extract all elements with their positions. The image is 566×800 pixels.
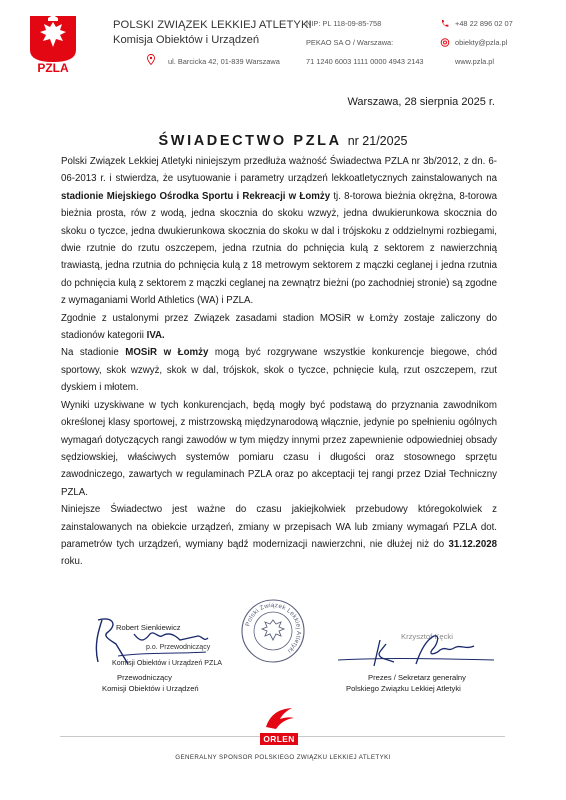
paragraph-1 (61, 153, 497, 310)
paragraph-5 (61, 501, 497, 571)
right-signer-name: Krzysztof Kęcki (401, 632, 453, 641)
paragraph-4: Wyniki uzyskiwane w tych konkurencjach, będą mogły być podstawą do przyznania zawodnikom określonej klasy sportowej, z mistrzowską międzynarodową włącznie, jedynie po spełnieniu ogólnych wymagań dotyczących rangi zawodów w tym między innymi przez zapewnienie odpowiedniej obsady sędziowskiej, właściwych systemów pomiaru czasu i długości oraz stosownego sprzętu zawodniczego, zawartych w regulaminach PZLA oraz po akceptacji tej rangi przez Dział Techniczny PZLA. (61, 399, 497, 498)
right-caption-org: Polskiego Związku Lekkiej Atletyki (346, 684, 461, 693)
left-signer-po: p.o. Przewodniczący (146, 644, 211, 651)
p3-text-a: Na stadionie (61, 347, 126, 359)
right-handwritten-signature (336, 628, 496, 673)
logo-text: PZLA (37, 61, 69, 74)
certificate-number: nr 21/2025 (347, 134, 408, 148)
pzla-logo (26, 12, 80, 74)
website-link[interactable]: www.pzla.pl (455, 57, 495, 66)
orlen-eagle-icon (262, 705, 298, 731)
phone-icon (440, 19, 450, 28)
p3-bold: MOSiR w Łomży (125, 347, 209, 359)
right-caption-title: Prezes / Sekretarz generalny (368, 673, 466, 682)
org-subtitle: Komisja Obiektów i Urządzeń (113, 34, 260, 46)
paragraph-3 (61, 344, 497, 396)
left-caption-title: Przewodniczący (117, 673, 172, 682)
document-body (61, 153, 497, 571)
p1-text-c: tj. 8-torowa bieżnia okrężna, 8-torowa bieżnia prosta, rów z wodą, jedna skocznia do skoku wzwyż, jedna dwukierunkowa skocznia do skoku o tyczce, jedna dwukierunkowa skocznia do skoku w dal i trójskoku z oddzielnymi rozbiegami, dwie rzutnie do rzutu oszczepem, jedna rzutnia do pchnięcia kulą z sektorem z nawierzchnią trawiastą, jedna rzutnia do pchnięcia kulą z 18 metrowym sektorem z mączki ceglanej i jedna rzutnia do pchnięcia kulą z sektorem z mączki ceglanej na zewnątrz bieżni (po zachodniej stronie) są zgodne z wymaganiami World Athletics (WA) i PZLA. (61, 190, 498, 307)
left-handwritten-signature (88, 612, 223, 672)
stamp-text: Polski Związek Lekkiej Atletyki (244, 601, 303, 655)
p5-text-a: Niniejsze Świadectwo jest ważne do czasu jakiejkolwiek przebudowy któregokolwiek z zainstalowanych na obiekcie urządzeń, zmiany w przepisach WA lub zmiany wymagań PZLA dot. parametrów tych urządzeń, wymiany bądź modernizacji nawierzchni, nie dłużej niż do (61, 504, 497, 550)
p5-bold-date: 31.12.2028 (448, 538, 497, 550)
bank-account: 71 1240 6003 1111 0000 4943 2143 (306, 57, 424, 66)
p2-text-a: Zgodnie z ustalonymi przez Związek zasadami stadion MOSiR w Łomży zostaje zaliczony do stadionów kategorii (61, 312, 497, 342)
org-name: POLSKI ZWIĄZEK LEKKIEJ ATLETYKI (113, 19, 312, 31)
left-signer-role: Komisji Obiektów i Urządzeń PZLA (112, 659, 222, 667)
document-date: Warszawa, 28 sierpnia 2025 r. (347, 96, 495, 108)
official-stamp (240, 598, 306, 664)
nip: NIP: PL 118-09-85-758 (306, 19, 382, 28)
left-caption-commission: Komisji Obiektów i Urządzeń (102, 684, 199, 693)
p3-text-c: mogą być rozgrywane wszystkie konkurencje biegowe, chód sportowy, skok wzwyż, skok w dal, trójskok, skok o tyczce, pchnięcie kulą, rzut oszczepem, rzut dyskiem i młotem. (61, 347, 497, 394)
p2-bold: IVA. (146, 330, 165, 342)
document-title (0, 132, 566, 150)
p5-text-c: roku. (61, 556, 83, 568)
bank-name: PEKAO SA O / Warszawa: (306, 38, 394, 47)
address: ul. Barcicka 42, 01-839 Warszawa (168, 57, 280, 66)
paragraph-2 (61, 310, 497, 345)
orlen-logo: ORLEN (260, 733, 298, 745)
location-pin-icon (147, 54, 155, 65)
email-icon (440, 38, 450, 47)
sponsor-caption: GENERALNY SPONSOR POLSKIEGO ZWIĄZKU LEKKIEJ ATLETYKI (175, 754, 391, 761)
left-signer-name: Robert Sienkiewicz (116, 623, 181, 632)
p1-bold: stadionie Miejskiego Ośrodka Sportu i Rekreacji w Łomży (61, 190, 331, 202)
email-address[interactable]: obiekty@pzla.pl (455, 38, 508, 47)
p1-text-a: Polski Związek Lekkiej Atletyki niniejszym przedłuża ważność Świadectwa PZLA nr 3b/2012, z dn. 6-06-2013 r. i stwierdza, że usytuowanie i parametry urządzeń lekkoatletycznych zainstalowanych na (61, 156, 497, 185)
title-main: ŚWIADECTWO PZLA (158, 133, 342, 149)
phone-number: +48 22 896 02 07 (455, 19, 513, 28)
svg-text:Polski Związek Lekkiej Atletyk (245, 602, 303, 654)
